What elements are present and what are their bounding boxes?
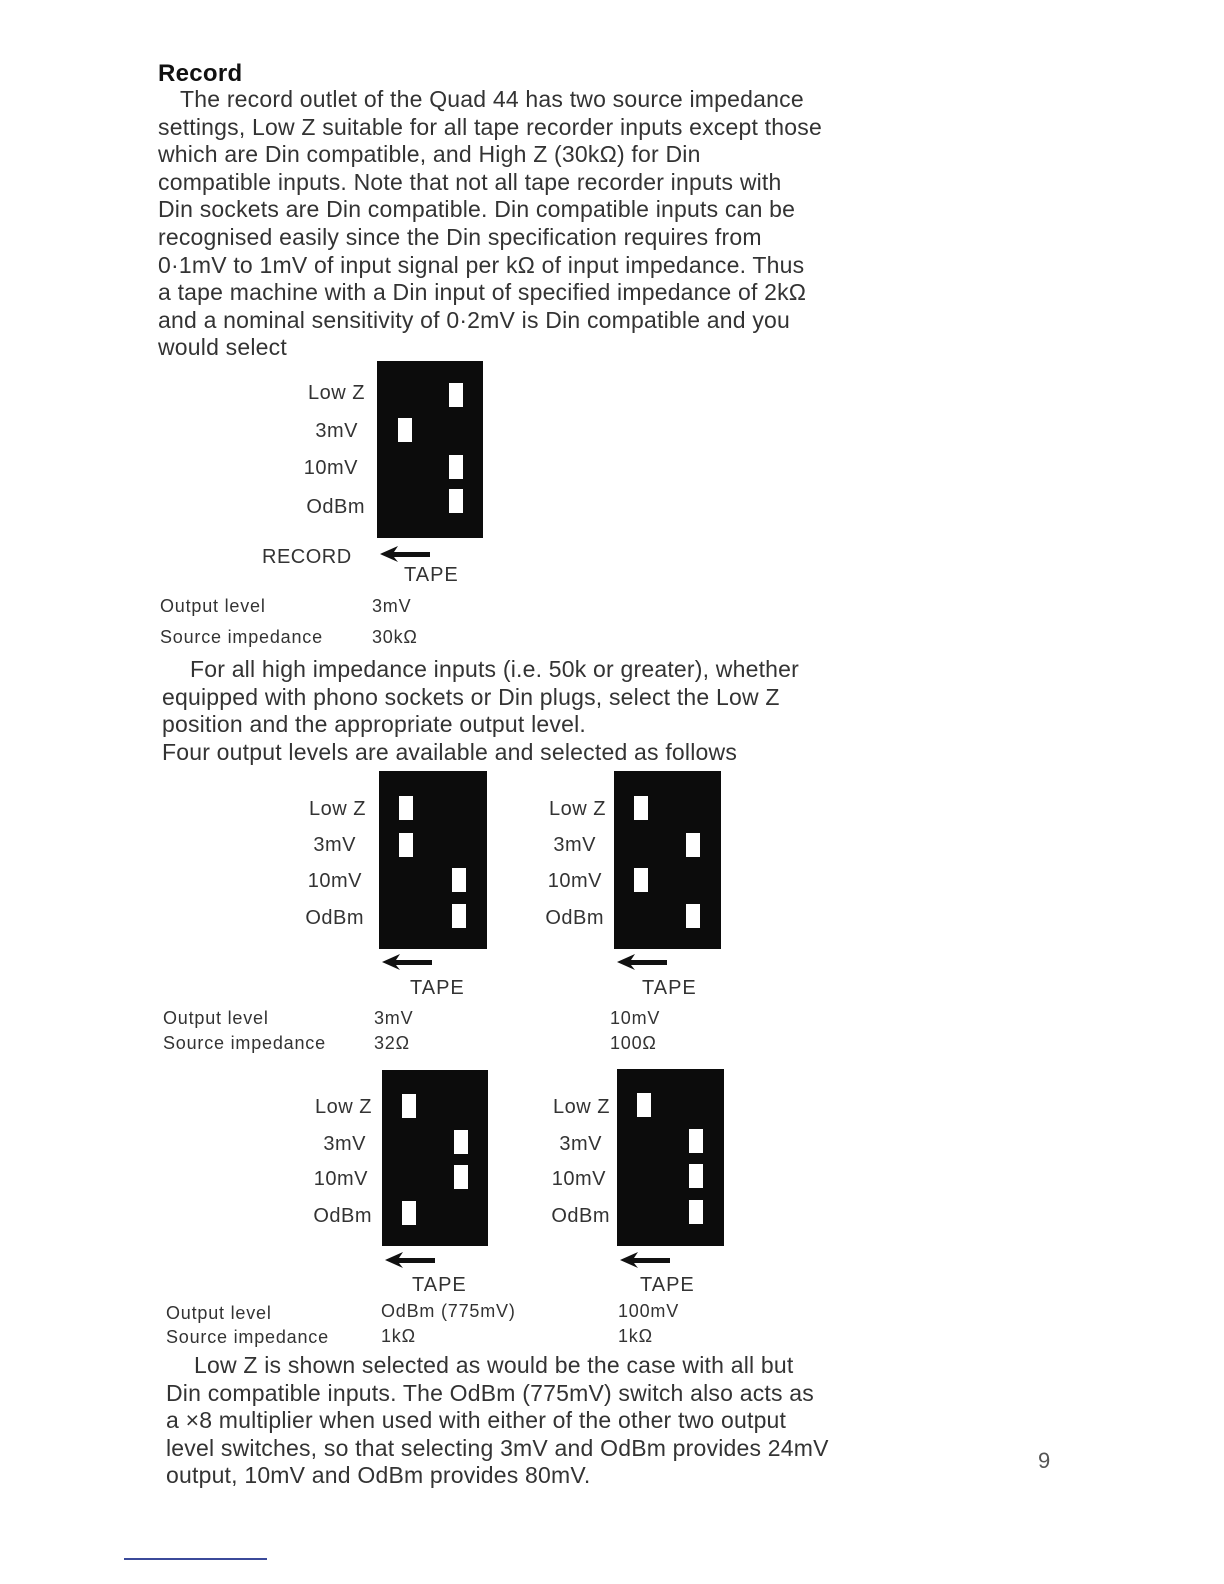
- middle-line: For all high impedance inputs (i.e. 50k or greater), whether: [190, 656, 800, 682]
- output-level-value: 3mV: [372, 596, 412, 616]
- record-label: RECORD: [262, 546, 352, 568]
- switch-odbm-up: [449, 489, 463, 513]
- source-impedance-label: Source impedance: [166, 1327, 329, 1347]
- tape-label: TAPE: [640, 1274, 695, 1296]
- intro-line: settings, Low Z suitable for all tape recorder inputs except those: [158, 113, 822, 140]
- switch-odbm-up: [686, 904, 700, 928]
- intro-paragraph: [158, 86, 822, 362]
- switch-3mv-up: [689, 1129, 703, 1153]
- output-level-label: Output level: [166, 1303, 272, 1323]
- switch-label-10mv: 10mV: [313, 1168, 368, 1190]
- tape-label: TAPE: [642, 977, 697, 999]
- intro-line: a tape machine with a Din input of specified impedance of 2kΩ: [158, 279, 807, 306]
- switch-panel: [382, 1070, 488, 1246]
- source-impedance-value: 32Ω: [374, 1033, 410, 1053]
- switch-label-10mv: 10mV: [547, 870, 602, 892]
- middle-line: equipped with phono sockets or Din plugs, select the Low Z: [162, 683, 780, 710]
- closing-line: Low Z is shown selected as would be the case with all but: [194, 1352, 794, 1378]
- page-number: 9: [1038, 1448, 1051, 1473]
- output-level-value: 100mV: [618, 1301, 680, 1321]
- intro-line: compatible inputs. Note that not all tape recorder inputs with: [158, 168, 782, 195]
- left-arrow-icon: [620, 1250, 672, 1270]
- intro-line: and a nominal sensitivity of 0·2mV is Din compatible and you: [158, 306, 791, 333]
- switch-label-odbm: OdBm: [551, 1205, 610, 1227]
- closing-line: Din compatible inputs. The OdBm (775mV) switch also acts as: [166, 1379, 814, 1406]
- switch-3mv-up: [686, 833, 700, 857]
- switch-label-10mv: 10mV: [307, 870, 362, 892]
- intro-line: recognised easily since the Din specification requires from: [158, 223, 762, 250]
- switch-label-3mv: 3mV: [313, 834, 356, 856]
- output-level-label: Output level: [160, 596, 266, 616]
- switch-label-low-z: Low Z: [315, 1096, 372, 1118]
- switch-low-z-up: [449, 383, 463, 407]
- closing-line: a ×8 multiplier when used with either of the other two output: [166, 1407, 787, 1434]
- switch-low-z-down: [399, 796, 413, 820]
- switch-panel: [617, 1069, 724, 1246]
- source-impedance-label: Source impedance: [160, 627, 323, 647]
- switch-3mv-up: [454, 1130, 468, 1154]
- source-impedance-value: 1kΩ: [618, 1326, 653, 1346]
- switch-3mv-down: [399, 833, 413, 857]
- footer-rule: [124, 1558, 267, 1560]
- output-level-value: 10mV: [610, 1008, 661, 1028]
- switch-3mv-down: [398, 418, 412, 442]
- switch-low-z-down: [634, 796, 648, 820]
- tape-label: TAPE: [412, 1274, 467, 1296]
- switch-label-odbm: OdBm: [545, 907, 604, 929]
- intro-line: would select: [158, 334, 287, 361]
- switch-label-3mv: 3mV: [559, 1133, 602, 1155]
- switch-10mv-up: [689, 1164, 703, 1188]
- switch-odbm-up: [452, 904, 466, 928]
- switch-label-low-z: Low Z: [308, 382, 365, 404]
- source-impedance-value: 100Ω: [610, 1033, 657, 1053]
- left-arrow-icon: [382, 952, 434, 972]
- switch-label-odbm: OdBm: [313, 1205, 372, 1227]
- source-impedance-value: 1kΩ: [381, 1326, 416, 1346]
- switch-odbm-up: [689, 1200, 703, 1224]
- switch-panel: [614, 771, 721, 949]
- switch-label-3mv: 3mV: [315, 420, 358, 442]
- tape-label: TAPE: [410, 977, 465, 999]
- switch-10mv-down: [634, 868, 648, 892]
- intro-line: which are Din compatible, and High Z (30kΩ) for Din: [158, 141, 701, 168]
- switch-label-low-z: Low Z: [309, 798, 366, 820]
- switch-label-3mv: 3mV: [553, 834, 596, 856]
- switch-10mv-up: [449, 455, 463, 479]
- output-level-value: OdBm (775mV): [381, 1301, 516, 1321]
- switch-label-10mv: 10mV: [551, 1168, 606, 1190]
- switch-label-odbm: OdBm: [306, 496, 365, 518]
- closing-paragraph: [166, 1352, 829, 1490]
- intro-line: The record outlet of the Quad 44 has two source impedance: [180, 86, 804, 112]
- left-arrow-icon: [385, 1250, 437, 1270]
- switch-label-low-z: Low Z: [549, 798, 606, 820]
- switch-low-z-down: [637, 1093, 651, 1117]
- closing-line: output, 10mV and OdBm provides 80mV.: [166, 1462, 591, 1489]
- output-level-label: Output level: [163, 1008, 269, 1028]
- switch-label-low-z: Low Z: [553, 1096, 610, 1118]
- intro-line: Din sockets are Din compatible. Din compatible inputs can be: [158, 196, 796, 223]
- output-level-value: 3mV: [374, 1008, 414, 1028]
- switch-label-odbm: OdBm: [305, 907, 364, 929]
- left-arrow-icon: [380, 544, 432, 564]
- switch-10mv-up: [454, 1165, 468, 1189]
- source-impedance-value: 30kΩ: [372, 627, 418, 647]
- switch-label-3mv: 3mV: [323, 1133, 366, 1155]
- switch-panel: [379, 771, 487, 949]
- left-arrow-icon: [617, 952, 669, 972]
- middle-line: position and the appropriate output level.: [162, 711, 586, 738]
- switch-panel: [377, 361, 483, 538]
- source-impedance-label: Source impedance: [163, 1033, 326, 1053]
- middle-paragraph: [162, 656, 799, 766]
- tape-label: TAPE: [404, 564, 459, 586]
- switch-10mv-up: [452, 868, 466, 892]
- switch-low-z-down: [402, 1094, 416, 1118]
- closing-line: level switches, so that selecting 3mV and OdBm provides 24mV: [166, 1434, 829, 1461]
- switch-label-10mv: 10mV: [303, 457, 358, 479]
- section-heading: Record: [158, 60, 243, 87]
- switch-odbm-down: [402, 1201, 416, 1225]
- middle-line: Four output levels are available and selected as follows: [162, 738, 738, 765]
- intro-line: 0·1mV to 1mV of input signal per kΩ of input impedance. Thus: [158, 251, 805, 278]
